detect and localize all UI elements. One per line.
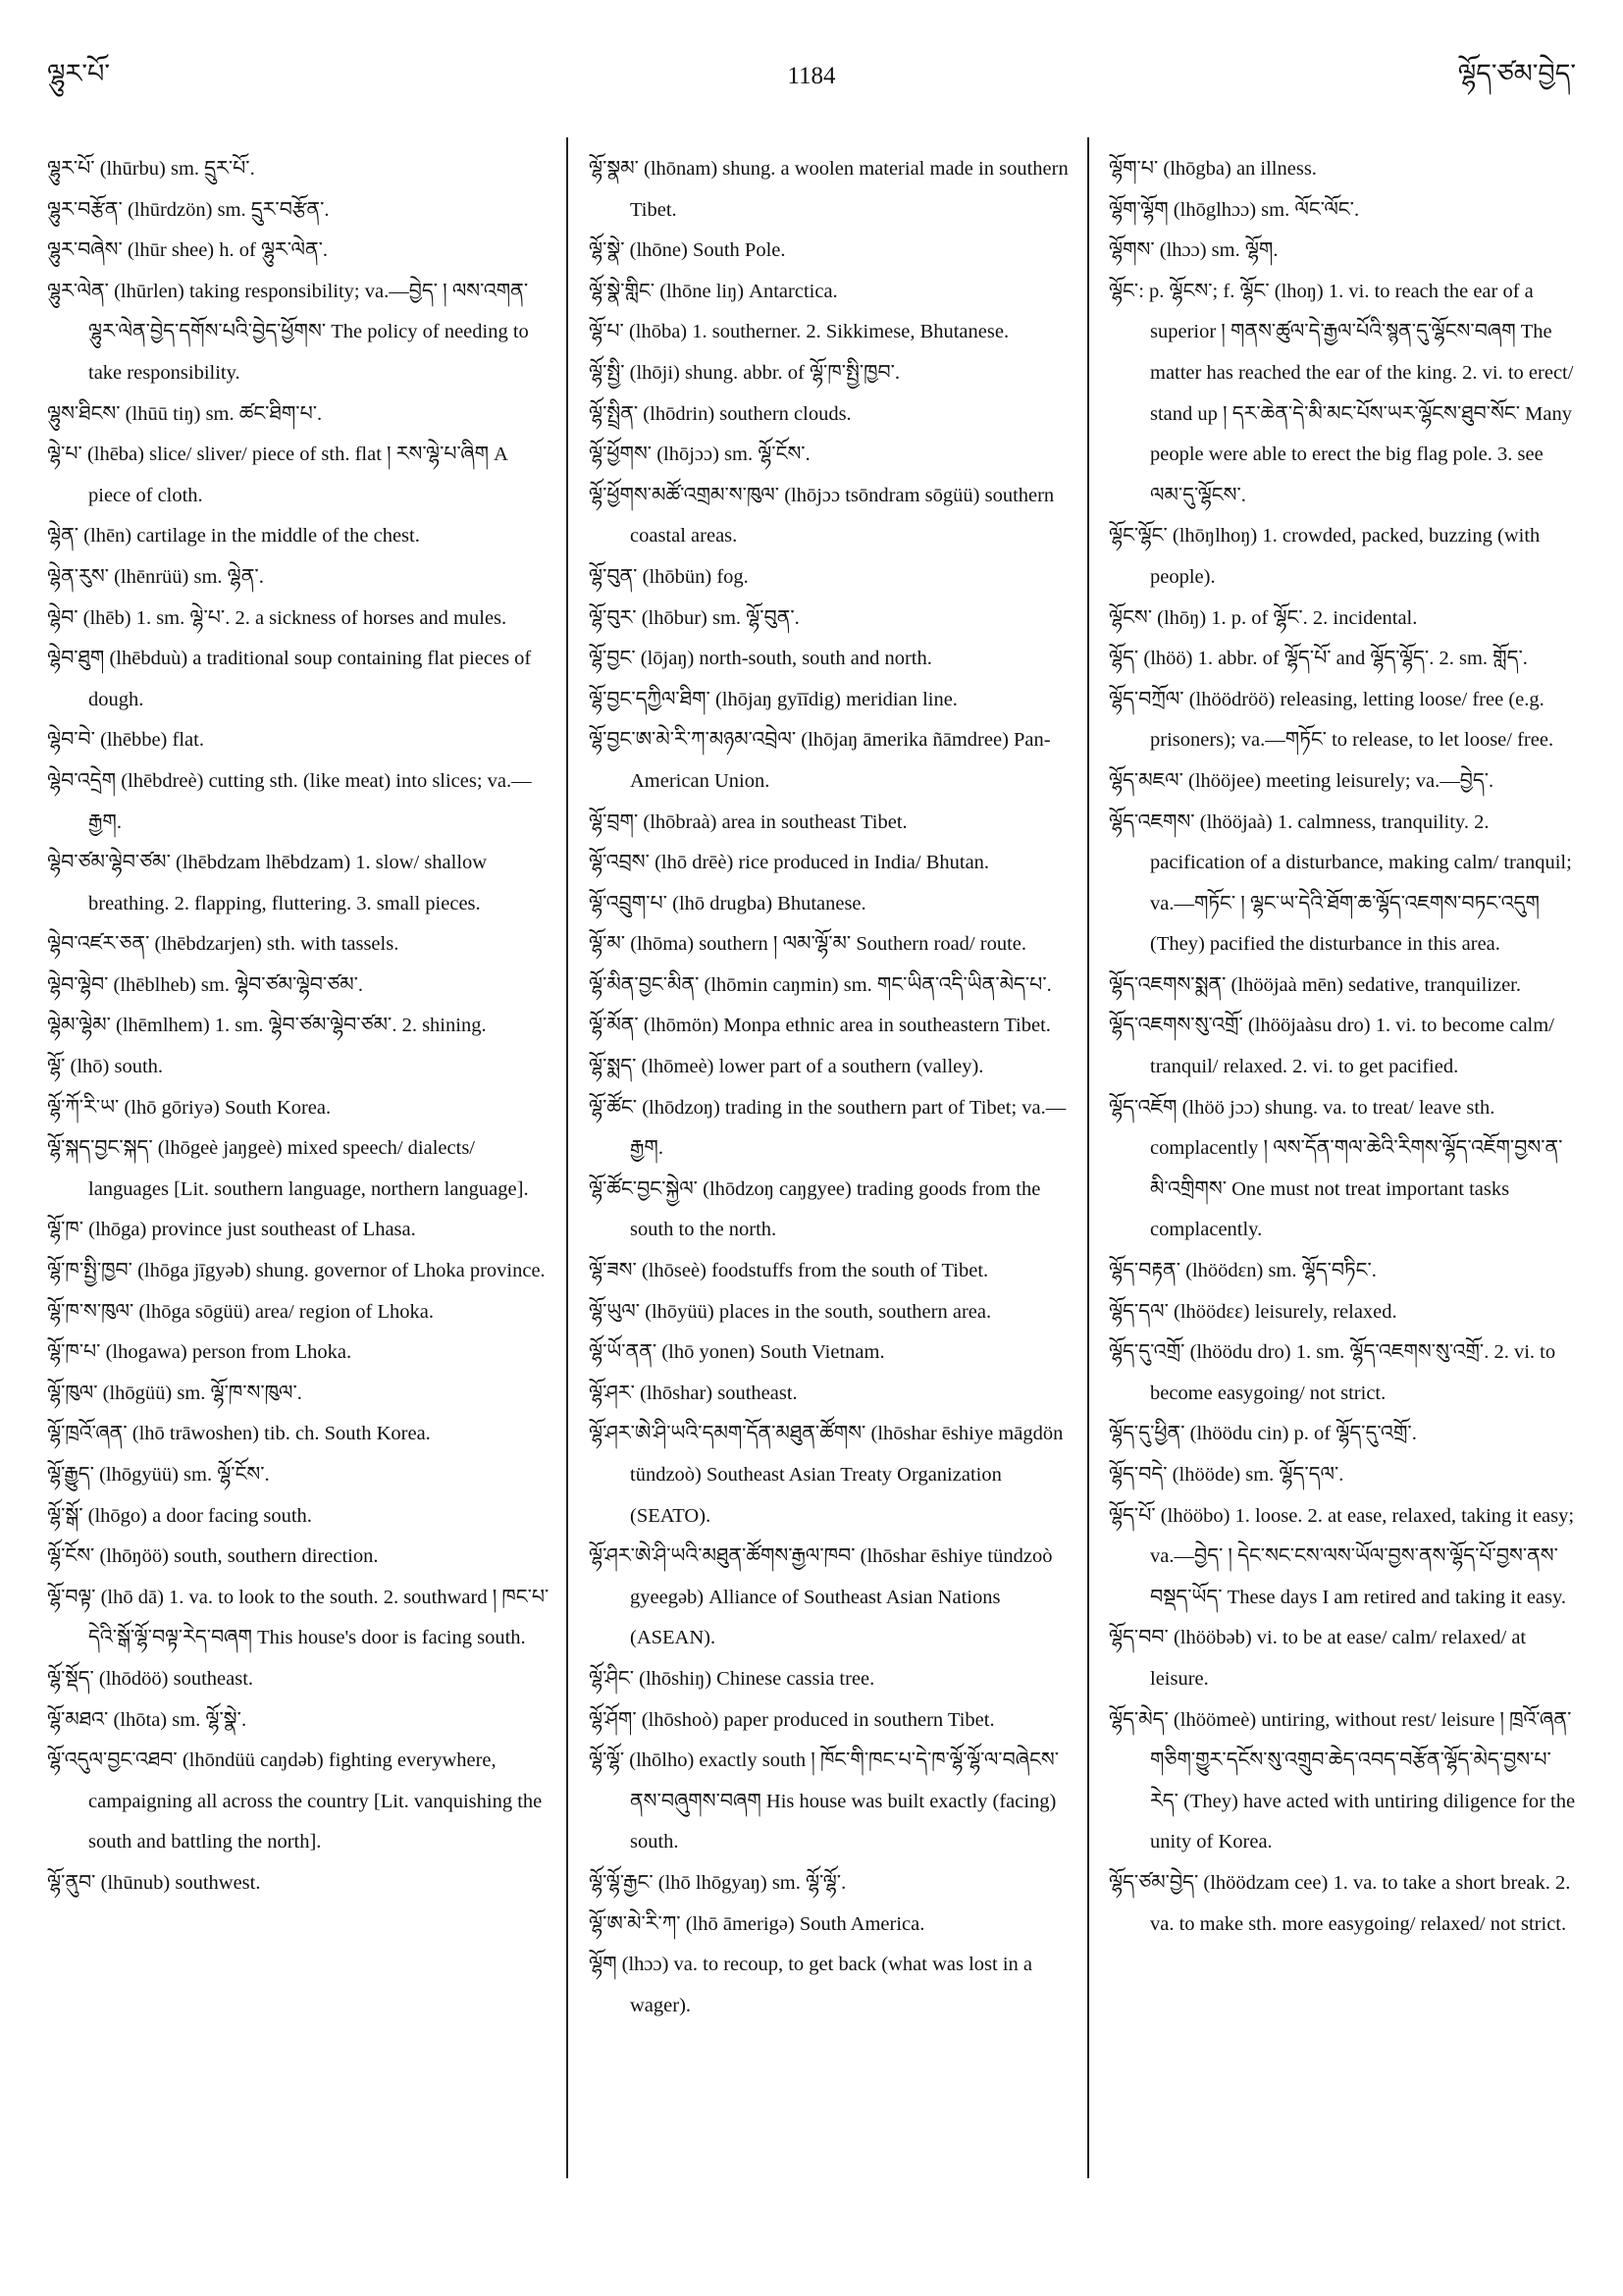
dictionary-entry: ལྷོ་རྒྱུད་ (lhōgyüü) sm. ལྷོ་ངོས་.	[47, 1464, 270, 1486]
dictionary-entry: ལྷོ་འབྲས་ (lhō drēè) rice produced in India/ Bhutan.	[589, 852, 990, 874]
dictionary-entry: ལྷོ་ཕྱོགས་ (lhōjɔɔ) sm. ལྷོ་ངོས་.	[589, 444, 811, 466]
dictionary-entry: ལྷུར་བཞེས་ (lhūr shee) h. of ལྷུར་ལེན་.	[47, 239, 329, 262]
dictionary-entry: ལྷེབ་འདྲེག (lhēbdreè) cutting sth. (like meat) into slices; va.—རྒྱག.	[47, 769, 532, 833]
dictionary-entry: ལྷོད་འཇོག (lhöö jɔɔ) shung. va. to treat/ leave sth. complacently ། ལས་དོན་གལ་ཆེའི་རིགས་ལྷོད་འཇོག་བྱས་ན་མི་འགྲིགས་ One must not treat important tasks complacently.	[1109, 1096, 1563, 1241]
dictionary-entry: ལྷོ་ཁ་པ་ (lhogawa) person from Lhoka.	[47, 1341, 352, 1364]
dictionary-entry: ལྷོད་པོ་ (lhööbo) 1. loose. 2. at ease, relaxed, taking it easy; va.—བྱེད་ ། དེང་སང་ངས་ལས་ཡོལ་བྱས་ནས་ལྷོད་པོ་བྱས་ནས་བསྡད་ཡོད་ These days I am retired and taking it easy.	[1109, 1504, 1575, 1608]
dictionary-entry: ལྷོད་བདེ་ (lhööde) sm. ལྷོད་དལ་.	[1109, 1464, 1344, 1486]
dictionary-entry: ལྷོ་སྣམ་ (lhōnam) shung. a woolen material made in southern Tibet.	[589, 158, 1069, 221]
dictionary-entry: ལྷོང་: p. ལྷོངས་; f. ལྷོང་ (lhoŋ) 1. vi. to reach the ear of a superior ། གནས་ཚུལ་དེ་རྒྱལ་པོའི་སྙན་དུ་ལྷོངས་བཞག The matter has reached the ear of the king. 2. vi. to erect/ stand up ། དར་ཆེན་དེ་མི་མང་པོས་ཡར་ལྷོངས་ཐུབ་སོང་ Many people were able to erect the big flag pole. 3. see ལམ་དུ་ལྷོངས་.	[1109, 280, 1574, 506]
dictionary-entry: ལྷོ་མཐའ་ (lhōta) sm. ལྷོ་སྣེ་.	[47, 1708, 247, 1731]
dictionary-entry: ལྷོ་མོན་ (lhōmön) Monpa ethnic area in southeastern Tibet.	[589, 1015, 1051, 1037]
dictionary-entry: ལྷེབ་ལྷེབ་ (lhēblheb) sm. ལྷེབ་ཙམ་ལྷེབ་ཙམ་.	[47, 973, 364, 996]
dictionary-entry: ལྷོ་སྤྱི་ (lhōji) shung. abbr. of ལྷོ་ཁ་སྤྱི་ཁྱབ་.	[589, 361, 901, 384]
dictionary-entry: ལྷོ་ཤར་ཨེ་ཤི་ཡའི་མཐུན་ཚོགས་རྒྱལ་ཁབ་ (lhōshar ēshiye tündzoò gyeegəb) Alliance of Southeast Asian Nations (ASEAN).	[589, 1545, 1053, 1649]
dictionary-entry: ལྷོང་ལྷོང་ (lhōŋlhoŋ) 1. crowded, packed, buzzing (with people).	[1109, 525, 1541, 588]
dictionary-entry: ལྷོད་ཙམ་བྱེད་ (lhöödzam cee) 1. va. to take a short break. 2. va. to make sth. more easygoing/ relaxed/ not strict.	[1109, 1871, 1571, 1935]
dictionary-entry: ལྷོ་མིན་བྱང་མིན་ (lhōmin caŋmin) sm. གང་ཡིན་འདི་ཡིན་མེད་པ་.	[589, 973, 1052, 996]
dictionary-entry: ལྷེབ་ཐུག (lhēbduù) a traditional soup containing flat pieces of dough.	[47, 648, 532, 710]
dictionary-entry: ལྷེ་པ་ (lhēba) slice/ sliver/ piece of sth. flat ། རས་ལྷེ་པ་ཞིག A piece of cloth.	[47, 444, 507, 506]
dictionary-entry: ལྷེབ་འཛར་ཅན་ (lhēbdzarjen) sth. with tassels.	[47, 933, 399, 956]
dictionary-entry: ལྷོ་ཁ་སྤྱི་ཁྱབ་ (lhōga jīgyəb) shung. governor of Lhoka province.	[47, 1260, 546, 1282]
dictionary-entry: ལྷོད་མེད་ (lhöömeè) untiring, without rest/ leisure ། ཁྲའོ་ཞན་གཅིག་གྱུར་དངོས་སུ་འགྲུབ་ཆེད་འབད་བརྩོན་ལྷོད་མེད་བྱས་པ་རེད་ (They) have acted with untiring diligence for the unity of Korea.	[1109, 1708, 1576, 1853]
dictionary-entry: ལྷོད་འཇགས་ (lhööjaà) 1. calmness, tranquility. 2. pacification of a disturbance, making calm/ tranquil; va.—གཏོང་ ། ལྷང་ཡ་དེའི་ཐོག་ཆ་ལྷོད་འཇགས་བཏང་འདུག (They) pacified the disturbance in this area.	[1109, 810, 1572, 956]
dictionary-entry: ལྷོ་བྱང་ (lōjaŋ) north-south, south and north.	[589, 648, 932, 670]
dictionary-entry: ལྷོ་འདུལ་བྱང་འཐབ་ (lhōndüü caŋdəb) fighting everywhere, campaigning all across the country [Lit. vanquishing the south and battling the north].	[47, 1749, 543, 1853]
dictionary-entry: ལྷོ་ངོས་ (lhōŋöö) south, southern direction.	[47, 1545, 379, 1568]
dictionary-entry: ལྷོ་པ་ (lhōba) 1. southerner. 2. Sikkimese, Bhutanese.	[589, 321, 1010, 343]
dictionary-entry: ལྷོ་ཡོ་ནན་ (lhō yonen) South Vietnam.	[589, 1341, 885, 1364]
dictionary-entry: ལྷོ་བྱང་ཨ་མེ་རི་ཀ་མཉམ་འབྲེལ་ (lhōjaŋ āmerika ñāmdree) Pan-American Union.	[589, 729, 1051, 792]
dictionary-entry: ལྷོ་ཡུལ་ (lhōyüü) places in the south, southern area.	[589, 1300, 992, 1323]
dictionary-entry: ལྷོད་དུ་ཕྱིན་ (lhöödu cin) p. of ལྷོད་དུ་འགྲོ་.	[1109, 1423, 1417, 1445]
dictionary-entry: ལྷོགས་ (lhɔɔ) sm. ལྷོག.	[1109, 239, 1279, 262]
dictionary-entry: ལྷོད་བབ་ (lhööbəb) vi. to be at ease/ calm/ relaxed/ at leisure.	[1109, 1627, 1527, 1690]
dictionary-entry: ལྷོ་ཚོང་ (lhōdzoŋ) trading in the southern part of Tibet; va.—རྒྱག.	[589, 1096, 1067, 1160]
dictionary-entry: ལྷོད་མཇལ་ (lhööjee) meeting leisurely; va.—བྱེད་.	[1109, 769, 1494, 792]
dictionary-entry: ལྷོ་ཁྲའོ་ཞན་ (lhō trāwoshen) tib. ch. South Korea.	[47, 1423, 431, 1445]
dictionary-entry: ལྷོ་འབྲུག་པ་ (lhō drugba) Bhutanese.	[589, 892, 866, 914]
dictionary-entry: ལྷོ་སྤྲིན་ (lhōdrin) southern clouds.	[589, 402, 852, 425]
dictionary-entry: ལྷོ་ཁ་ས་ཁུལ་ (lhōga sōgüü) area/ region of Lhoka.	[47, 1300, 434, 1323]
dictionary-entry: ལྷོ་ལྷོ་རྒྱང་ (lhō lhōgyaŋ) sm. ལྷོ་ལྷོ་.	[589, 1871, 847, 1894]
dictionary-entry: ལྷོག (lhɔɔ) va. to recoup, to get back (what was lost in a wager).	[589, 1954, 1033, 2016]
dictionary-entry: ལྷོ་ནུབ་ (lhūnub) southwest.	[47, 1871, 261, 1894]
dictionary-entry: ལྷོ་སྐད་བྱང་སྐད་ (lhōgeè jaŋgeè) mixed speech/ dialects/ languages [Lit. southern language, northern language].	[47, 1137, 529, 1200]
dictionary-entry: ལྷོད་འཇགས་སུ་འགྲོ་ (lhööjaàsu dro) 1. vi. to become calm/ tranquil/ relaxed. 2. vi. to get pacified.	[1109, 1015, 1554, 1078]
dictionary-entry: ལྷོ་ཤིང་ (lhōshiŋ) Chinese cassia tree.	[589, 1667, 875, 1690]
column-divider	[566, 137, 568, 2178]
dictionary-entry: ལྷོ་བུར་ (lhōbur) sm. ལྷོ་བུན་.	[589, 606, 800, 629]
dictionary-entry: ལྷོ་ཁ་ (lhōga) province just southeast of Lhasa.	[47, 1219, 416, 1241]
dictionary-entry: ལྷོ་ཤར་ (lhōshar) southeast.	[589, 1382, 798, 1404]
dictionary-entry: ལྷོ་ཤར་ཨེ་ཤི་ཡའི་དམག་དོན་མཐུན་ཚོགས་ (lhōshar ēshiye māgdön tündzoò) Southeast Asian Treaty Organization (SEATO).	[589, 1423, 1064, 1527]
dictionary-entry: ལྷོ་ (lhō) south.	[47, 1056, 164, 1078]
running-head-left: ལྷུར་པོ་	[47, 59, 110, 89]
dictionary-entry: ལྷུར་ལེན་ (lhūrlen) taking responsibility; va.—བྱེད་ ། ལས་འགན་ལྷུར་ལེན་བྱེད་དགོས་པའི་བྱེད་ཕྱོགས་ The policy of needing to take responsibility.	[47, 280, 529, 384]
page-number: 1184	[787, 63, 836, 89]
dictionary-entry: ལྷུར་བརྩོན་ (lhūrdzön) sm. དྲུར་བརྩོན་.	[47, 198, 330, 221]
column-2	[589, 149, 1072, 2170]
dictionary-entry: ལྷོད་འཇགས་སྨན་ (lhööjaà mēn) sedative, tranquilizer.	[1109, 973, 1521, 996]
dictionary-entry: ལྷོ་སྨད་ (lhōmeè) lower part of a southern (valley).	[589, 1056, 984, 1078]
column-1	[47, 149, 550, 2170]
dictionary-entry: ལྷོ་ཟས་ (lhōseè) foodstuffs from the south of Tibet.	[589, 1260, 989, 1282]
dictionary-entry: ལྷོ་ཁུལ་ (lhōgüü) sm. ལྷོ་ཁ་ས་ཁུལ་.	[47, 1382, 302, 1404]
dictionary-entry: ལྷོད་དལ་ (lhöödɛɛ) leisurely, relaxed.	[1109, 1300, 1397, 1323]
dictionary-entry: ལྷེན་ (lhēn) cartilage in the middle of the chest.	[47, 525, 420, 548]
dictionary-entry: ལྷོ་ལྷོ་ (lhōlho) exactly south ། ཁོང་གི་ཁང་པ་དེ་ཁ་ལྷོ་ལྷོ་ལ་བཞེངས་ནས་བཞུགས་བཞག His house was built exactly (facing) south.	[589, 1749, 1060, 1853]
dictionary-entry: ལྷོངས་ (lhōŋ) 1. p. of ལྷོང་. 2. incidental.	[1109, 606, 1418, 629]
dictionary-entry: ལྷོག་ལྷོག (lhōglhɔɔ) sm. ལོང་ལོང་.	[1109, 198, 1360, 221]
dictionary-entry: ལྷུས་ཐིངས་ (lhūū tiŋ) sm. ཚང་ཐིག་པ་.	[47, 402, 323, 425]
dictionary-entry: ལྷེབ་བེ་ (lhēbbe) flat.	[47, 729, 204, 752]
dictionary-entry: ལྷོག་པ་ (lhōgba) an illness.	[1109, 158, 1317, 180]
dictionary-entry: ལྷུར་པོ་ (lhūrbu) sm. དྲུར་པོ་.	[47, 158, 255, 180]
running-head-right: ལྷོད་ཙམ་བྱེད་	[1457, 59, 1576, 89]
dictionary-entry: ལྷོ་བུན་ (lhōbün) fog.	[589, 565, 749, 588]
dictionary-entry: ལྷོ་ཨ་མེ་རི་ཀ་ (lhō āmerigə) South America.	[589, 1912, 925, 1935]
column-3	[1109, 149, 1576, 2170]
dictionary-entry: ལྷེབ་ཙམ་ལྷེབ་ཙམ་ (lhēbdzam lhēbdzam) 1. slow/ shallow breathing. 2. flapping, fluttering. 3. small pieces.	[47, 852, 488, 914]
dictionary-entry: ལྷོད་བཀྲོལ་ (lhöödröö) releasing, letting loose/ free (e.g. prisoners); va.—གཏོང་ to release, to let loose/ free.	[1109, 688, 1554, 752]
dictionary-entry: ལྷེན་རུས་ (lhēnrüü) sm. ལྷེན་.	[47, 565, 264, 588]
dictionary-entry: ལྷོ་སྣེ་གླིང་ (lhōne liŋ) Antarctica.	[589, 280, 838, 302]
dictionary-entry: ལྷོ་སྣེ་ (lhōne) South Pole.	[589, 239, 786, 262]
dictionary-entry: ལྷོ་མ་ (lhōma) southern ། ལམ་ལྷོ་མ་ Southern road/ route.	[589, 933, 1026, 956]
dictionary-entry: ལྷོ་བལྟ་ (lhō dā) 1. va. to look to the south. 2. southward ། ཁང་པ་དེའི་སྒོ་ལྷོ་བལྟ་རེད་བཞག This house's door is facing south.	[47, 1586, 550, 1649]
dictionary-entry: ལྷོ་ཕྱོགས་མཚོ་འགྲམ་ས་ཁུལ་ (lhōjɔɔ tsōndram sōgüü) southern coastal areas.	[589, 484, 1055, 548]
dictionary-entry: ལྷོ་ཤོག་ (lhōshoò) paper produced in southern Tibet.	[589, 1708, 995, 1731]
dictionary-entry: ལྷོ་ཚོང་བྱང་སྐྱེལ་ (lhōdzoŋ caŋgyee) trading goods from the south to the north.	[589, 1177, 1041, 1241]
dictionary-entry: ལྷོ་སྡོད་ (lhōdöö) southeast.	[47, 1667, 254, 1690]
dictionary-entry: ལྷེབ་ (lhēb) 1. sm. ལྷེ་པ་. 2. a sickness of horses and mules.	[47, 606, 507, 629]
dictionary-entry: ལྷོ་སྒོ་ (lhōgo) a door facing south.	[47, 1504, 312, 1527]
dictionary-entry: ལྷོད་དུ་འགྲོ་ (lhöödu dro) 1. sm. ལྷོད་འཇགས་སུ་འགྲོ་. 2. vi. to become easygoing/ not strict.	[1109, 1341, 1556, 1404]
dictionary-entry: ལྷོ་བྲག་ (lhōbraà) area in southeast Tibet.	[589, 810, 908, 833]
dictionary-entry: ལྷེམ་ལྷེམ་ (lhēmlhem) 1. sm. ལྷེབ་ཙམ་ལྷེབ་ཙམ་. 2. shining.	[47, 1015, 487, 1037]
dictionary-entry: ལྷོད་བརྟན་ (lhöödɛn) sm. ལྷོད་བཏིང་.	[1109, 1260, 1377, 1282]
column-divider	[1087, 137, 1089, 2178]
dictionary-entry: ལྷོ་ཀོ་རི་ཡ་ (lhō gōriyə) South Korea.	[47, 1096, 332, 1119]
dictionary-entry: ལྷོད་ (lhöö) 1. abbr. of ལྷོད་པོ་ and ལྷོད་ལྷོད་. 2. sm. གློད་.	[1109, 648, 1528, 670]
dictionary-entry: ལྷོ་བྱང་དཀྱིལ་ཐིག་ (lhōjaŋ gyīīdig) meridian line.	[589, 688, 958, 710]
